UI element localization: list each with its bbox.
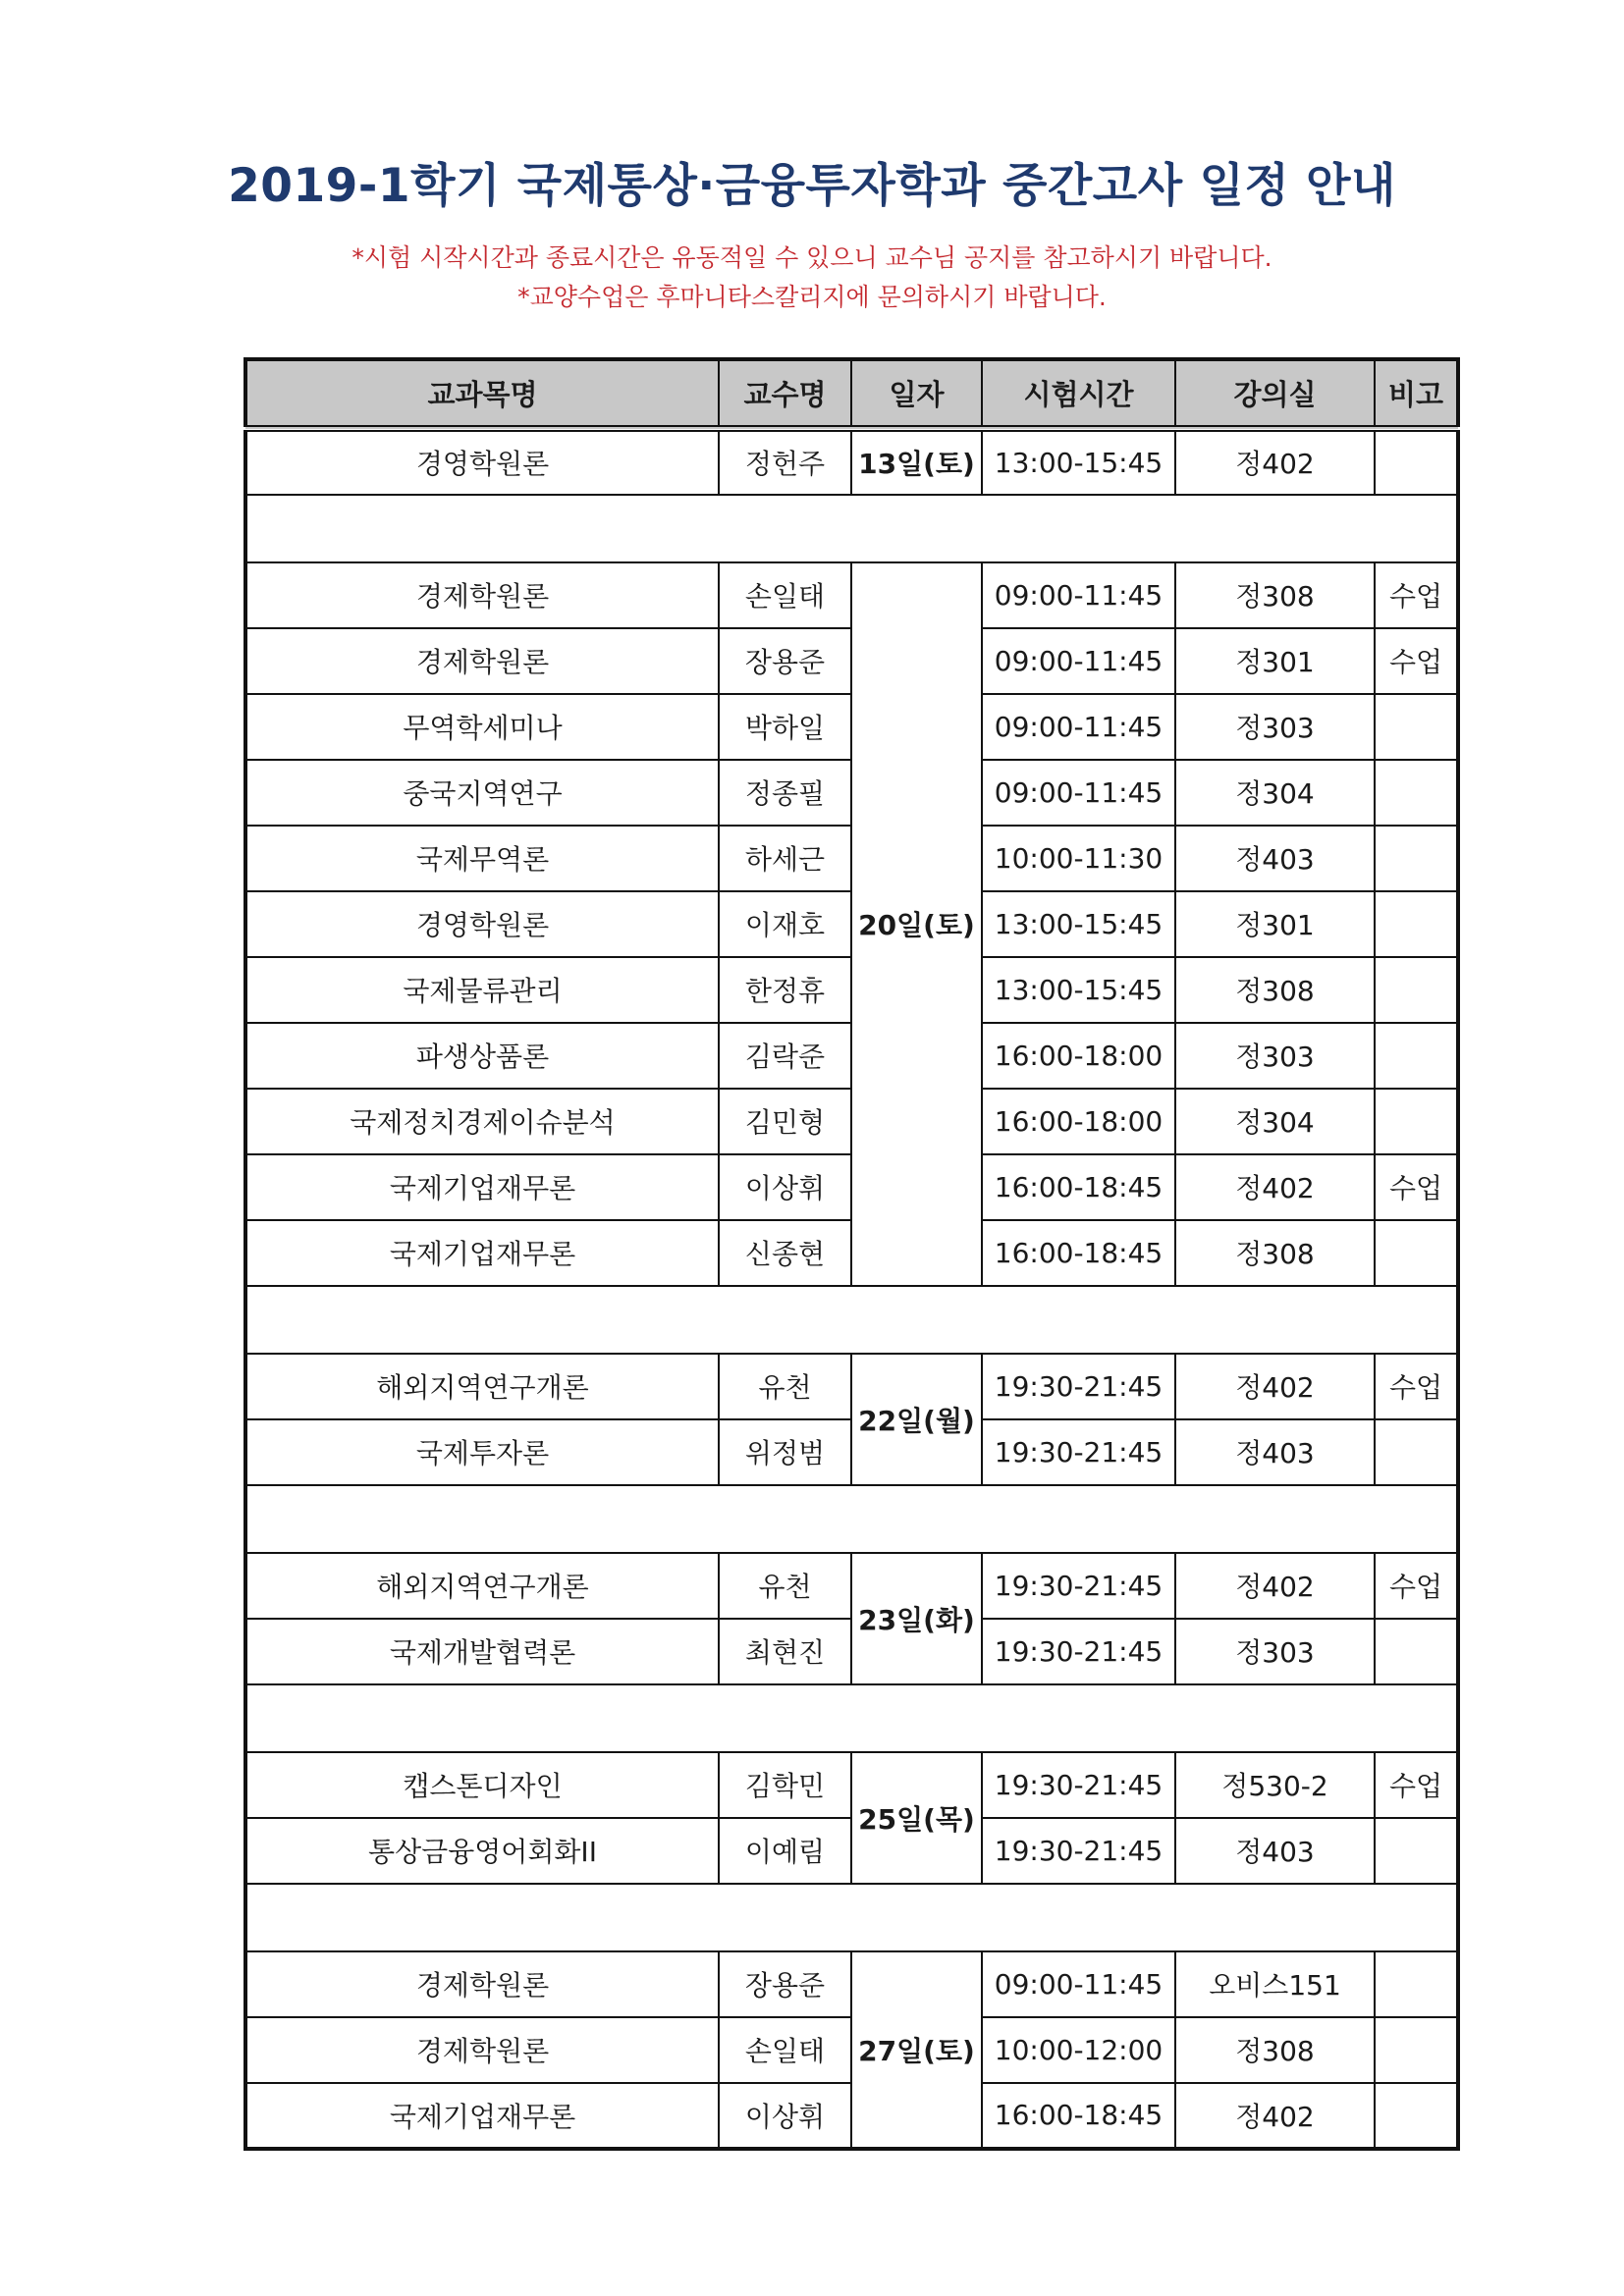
room-cell: 정402 (1175, 1154, 1375, 1220)
course-name-cell: 국제물류관리 (245, 957, 719, 1023)
notice-exam-time: *시험 시작시간과 종료시간은 유동적일 수 있으니 교수님 공지를 참고하시기 바랍니다. (352, 243, 1272, 272)
spacer-cell (245, 1684, 1458, 1752)
header-professor: 교수명 (719, 359, 851, 429)
professor-cell: 신종현 (719, 1220, 851, 1286)
professor-cell: 김락준 (719, 1023, 851, 1089)
spacer-cell (245, 495, 1458, 562)
remarks-cell (1375, 1818, 1458, 1884)
professor-cell: 김민형 (719, 1089, 851, 1154)
exam-schedule-table (244, 357, 1460, 2151)
exam-time-cell: 10:00-12:00 (982, 2017, 1175, 2083)
remarks-cell (1375, 1220, 1458, 1286)
professor-cell: 정종필 (719, 760, 851, 826)
exam-time-cell: 16:00-18:00 (982, 1023, 1175, 1089)
room-cell: 정530-2 (1175, 1752, 1375, 1818)
remarks-cell: 수업 (1375, 562, 1458, 628)
course-name-cell: 국제정치경제이슈분석 (245, 1089, 719, 1154)
exam-time-cell: 09:00-11:45 (982, 1951, 1175, 2017)
remarks-cell: 수업 (1375, 1553, 1458, 1619)
course-name-cell: 국제기업재무론 (245, 1220, 719, 1286)
room-cell: 정402 (1175, 1553, 1375, 1619)
spacer-row (245, 495, 1458, 562)
table-row (245, 1752, 1458, 1818)
spacer-row (245, 1884, 1458, 1951)
professor-cell: 한정휴 (719, 957, 851, 1023)
room-cell: 정403 (1175, 826, 1375, 891)
remarks-cell (1375, 1419, 1458, 1485)
exam-time-cell: 16:00-18:45 (982, 1220, 1175, 1286)
table-body (245, 429, 1458, 2149)
spacer-row (245, 1684, 1458, 1752)
exam-time-cell: 13:00-15:45 (982, 891, 1175, 957)
course-name-cell: 경영학원론 (245, 429, 719, 495)
room-cell: 정308 (1175, 1220, 1375, 1286)
header-room: 강의실 (1175, 359, 1375, 429)
exam-time-cell: 19:30-21:45 (982, 1354, 1175, 1419)
room-cell: 정304 (1175, 760, 1375, 826)
header-date: 일자 (851, 359, 982, 429)
exam-date-cell: 20일(토) (851, 562, 982, 1286)
remarks-cell: 수업 (1375, 628, 1458, 694)
room-cell: 정403 (1175, 1818, 1375, 1884)
course-name-cell: 통상금융영어회화II (245, 1818, 719, 1884)
professor-cell: 이상휘 (719, 1154, 851, 1220)
exam-date-cell: 13일(토) (851, 429, 982, 495)
exam-time-cell: 19:30-21:45 (982, 1553, 1175, 1619)
exam-date-cell: 25일(목) (851, 1752, 982, 1884)
exam-time-cell: 09:00-11:45 (982, 628, 1175, 694)
remarks-cell (1375, 826, 1458, 891)
course-name-cell: 경제학원론 (245, 628, 719, 694)
professor-cell: 정헌주 (719, 429, 851, 495)
room-cell: 정303 (1175, 1023, 1375, 1089)
course-name-cell: 국제기업재무론 (245, 2083, 719, 2149)
remarks-cell (1375, 2083, 1458, 2149)
professor-cell: 유천 (719, 1553, 851, 1619)
exam-time-cell: 16:00-18:00 (982, 1089, 1175, 1154)
professor-cell: 김학민 (719, 1752, 851, 1818)
course-name-cell: 경영학원론 (245, 891, 719, 957)
course-name-cell: 경제학원론 (245, 562, 719, 628)
exam-time-cell: 10:00-11:30 (982, 826, 1175, 891)
remarks-cell (1375, 429, 1458, 495)
remarks-cell: 수업 (1375, 1154, 1458, 1220)
room-cell: 정308 (1175, 562, 1375, 628)
professor-cell: 최현진 (719, 1619, 851, 1684)
exam-date-cell: 23일(화) (851, 1553, 982, 1684)
exam-time-cell: 16:00-18:45 (982, 1154, 1175, 1220)
exam-date-cell: 22일(월) (851, 1354, 982, 1485)
remarks-cell (1375, 891, 1458, 957)
remarks-cell (1375, 1089, 1458, 1154)
professor-cell: 손일태 (719, 2017, 851, 2083)
exam-time-cell: 09:00-11:45 (982, 694, 1175, 760)
table-header-row (245, 359, 1458, 429)
room-cell: 정301 (1175, 628, 1375, 694)
room-cell: 정304 (1175, 1089, 1375, 1154)
spacer-row (245, 1485, 1458, 1553)
exam-time-cell: 19:30-21:45 (982, 1419, 1175, 1485)
course-name-cell: 무역학세미나 (245, 694, 719, 760)
remarks-cell: 수업 (1375, 1752, 1458, 1818)
course-name-cell: 경제학원론 (245, 2017, 719, 2083)
course-name-cell: 경제학원론 (245, 1951, 719, 2017)
professor-cell: 박하일 (719, 694, 851, 760)
exam-time-cell: 19:30-21:45 (982, 1818, 1175, 1884)
course-name-cell: 해외지역연구개론 (245, 1354, 719, 1419)
exam-time-cell: 09:00-11:45 (982, 562, 1175, 628)
remarks-cell (1375, 1619, 1458, 1684)
exam-time-cell: 13:00-15:45 (982, 957, 1175, 1023)
professor-cell: 이상휘 (719, 2083, 851, 2149)
course-name-cell: 국제투자론 (245, 1419, 719, 1485)
remarks-cell (1375, 957, 1458, 1023)
professor-cell: 손일태 (719, 562, 851, 628)
room-cell: 정308 (1175, 2017, 1375, 2083)
remarks-cell (1375, 1951, 1458, 2017)
table-row (245, 429, 1458, 495)
spacer-cell (245, 1286, 1458, 1354)
exam-date-cell: 27일(토) (851, 1951, 982, 2149)
room-cell: 정402 (1175, 2083, 1375, 2149)
professor-cell: 유천 (719, 1354, 851, 1419)
table-row (245, 1951, 1458, 2017)
table-row (245, 562, 1458, 628)
page-title: 2019-1학기 국제통상·금융투자학과 중간고사 일정 안내 (228, 159, 1396, 213)
header-exam-time: 시험시간 (982, 359, 1175, 429)
exam-time-cell: 19:30-21:45 (982, 1752, 1175, 1818)
spacer-cell (245, 1884, 1458, 1951)
remarks-cell (1375, 694, 1458, 760)
header-course: 교과목명 (245, 359, 719, 429)
room-cell: 오비스151 (1175, 1951, 1375, 2017)
professor-cell: 장용준 (719, 628, 851, 694)
exam-time-cell: 09:00-11:45 (982, 760, 1175, 826)
notice-general-courses: *교양수업은 후마니타스칼리지에 문의하시기 바랍니다. (517, 283, 1107, 311)
room-cell: 정303 (1175, 1619, 1375, 1684)
room-cell: 정308 (1175, 957, 1375, 1023)
header-remarks: 비고 (1375, 359, 1458, 429)
table-row (245, 1553, 1458, 1619)
remarks-cell: 수업 (1375, 1354, 1458, 1419)
spacer-row (245, 1286, 1458, 1354)
course-name-cell: 국제무역론 (245, 826, 719, 891)
professor-cell: 위정범 (719, 1419, 851, 1485)
course-name-cell: 중국지역연구 (245, 760, 719, 826)
room-cell: 정402 (1175, 1354, 1375, 1419)
professor-cell: 이재호 (719, 891, 851, 957)
course-name-cell: 캡스톤디자인 (245, 1752, 719, 1818)
spacer-cell (245, 1485, 1458, 1553)
professor-cell: 장용준 (719, 1951, 851, 2017)
exam-time-cell: 13:00-15:45 (982, 429, 1175, 495)
professor-cell: 하세근 (719, 826, 851, 891)
exam-time-cell: 19:30-21:45 (982, 1619, 1175, 1684)
remarks-cell (1375, 2017, 1458, 2083)
table-row (245, 1354, 1458, 1419)
course-name-cell: 국제개발협력론 (245, 1619, 719, 1684)
professor-cell: 이예림 (719, 1818, 851, 1884)
room-cell: 정403 (1175, 1419, 1375, 1485)
remarks-cell (1375, 760, 1458, 826)
room-cell: 정303 (1175, 694, 1375, 760)
course-name-cell: 파생상품론 (245, 1023, 719, 1089)
course-name-cell: 해외지역연구개론 (245, 1553, 719, 1619)
course-name-cell: 국제기업재무론 (245, 1154, 719, 1220)
room-cell: 정301 (1175, 891, 1375, 957)
exam-time-cell: 16:00-18:45 (982, 2083, 1175, 2149)
room-cell: 정402 (1175, 429, 1375, 495)
remarks-cell (1375, 1023, 1458, 1089)
